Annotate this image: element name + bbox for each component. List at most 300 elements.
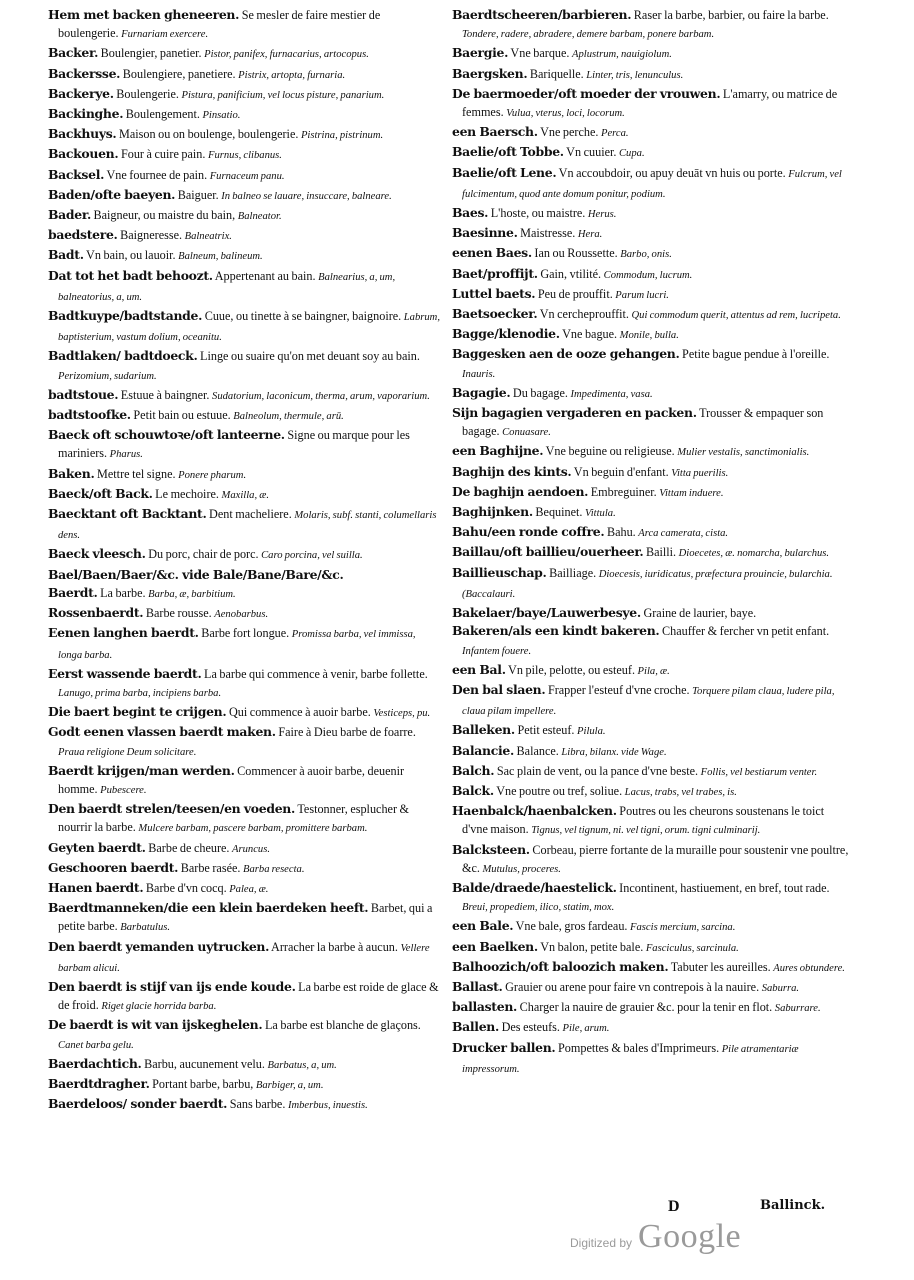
entry-french: Portant barbe, barbu,: [152, 1076, 254, 1091]
entry-headword: Baesinne.: [452, 225, 518, 241]
entry-french: Sans barbe.: [229, 1097, 286, 1112]
entry-headword: Baergie.: [452, 45, 509, 61]
entry-french: Trousser & empaquer son bagage.: [462, 406, 824, 439]
dictionary-entry: [48, 206, 440, 226]
entry-french: Petit bain ou estuue.: [133, 408, 231, 423]
entry-headword: De baermoeder/oft moeder der vrouwen.: [452, 85, 721, 101]
entry-latin: Lanugo, prima barba, incipiens barba.: [58, 687, 222, 699]
entry-headword: Baelie/oft Lene.: [452, 164, 557, 180]
entry-latin: Balneum, balineum.: [178, 251, 263, 263]
dictionary-entry: [452, 204, 852, 224]
entry-headword: Bader.: [48, 207, 91, 223]
dictionary-entry: [48, 545, 440, 565]
entry-headword: Baeck oft schouwtoꝛe/oft lanteerne.: [48, 427, 285, 443]
dictionary-entry: [48, 978, 440, 1016]
dictionary-entry: [452, 503, 852, 523]
entry-headword: Den baerdt strelen/teesen/en voeden.: [48, 801, 295, 817]
dictionary-entry: [48, 485, 440, 505]
entry-latin: Canet barba gelu.: [58, 1039, 134, 1051]
dictionary-entry: [452, 622, 852, 660]
entry-french: L'hoste, ou maistre.: [490, 206, 586, 221]
entry-latin: Pistor, panifex, furnacarius, artocopus.: [204, 49, 369, 61]
entry-french: Maistresse.: [520, 226, 576, 241]
entry-latin: Promissa barba, vel immissa, longa barba.: [58, 629, 416, 661]
entry-headword: Backer.: [48, 45, 99, 61]
entry-french: Four à cuire pain.: [120, 147, 206, 162]
entry-headword: Badtkuype/badtstande.: [48, 308, 203, 324]
entry-headword: ballasten.: [452, 999, 518, 1015]
entry-french: Le mechoire.: [155, 486, 219, 501]
dictionary-entry: [452, 244, 852, 264]
entry-french: Qui commence à auoir barbe.: [228, 705, 371, 720]
dictionary-entry: [452, 325, 852, 345]
dictionary-entry: [48, 6, 440, 44]
entry-headword: Godt eenen vlassen baerdt maken.: [48, 724, 276, 740]
dictionary-entry: [452, 998, 852, 1018]
entry-headword: Baerdachtich.: [48, 1055, 142, 1071]
entry-french: Linge ou suaire qu'on met deuant soy au bain.: [200, 349, 420, 364]
entry-headword: Baken.: [48, 465, 95, 481]
dictionary-entry: [452, 681, 852, 721]
entry-french: Cuue, ou tinette à se baingner, baignoire.: [204, 309, 402, 324]
entry-headword: een Bal.: [452, 661, 506, 677]
entry-french: La barbe est blanche de glaçons.: [264, 1018, 421, 1033]
entry-latin: Hera.: [577, 229, 603, 241]
dictionary-entry: [48, 65, 440, 85]
entry-headword: badtstoofke.: [48, 407, 131, 423]
entry-headword: Bagagie.: [452, 384, 511, 400]
entry-french: Boulengement.: [125, 107, 200, 122]
entry-latin: Mutulus, proceres.: [482, 863, 561, 875]
entry-latin: Parum lucri.: [615, 289, 669, 301]
entry-latin: Barbo, onis.: [620, 249, 672, 261]
entry-french: Estuue à baingner.: [120, 387, 210, 402]
entry-latin: Breui, propediem, ilico, statim, mox.: [462, 902, 615, 914]
entry-french: Charger la nauire de grauier &c. pour la tenir en flot.: [519, 1000, 773, 1015]
entry-latin: Dioecetes, æ. nomarcha, bularchus.: [678, 548, 830, 560]
entry-french: Chauffer & fercher vn petit enfant.: [661, 624, 830, 639]
dictionary-entry: [452, 345, 852, 383]
entry-latin: Barba resecta.: [243, 863, 305, 875]
entry-headword: Bagge/klenodie.: [452, 326, 560, 342]
entry-latin: Pilula.: [577, 726, 606, 738]
entry-french: Appertenant au bain.: [214, 268, 316, 283]
dictionary-entry: [48, 1095, 440, 1115]
entry-french: Bailliage.: [549, 565, 597, 580]
entry-latin: Aruncus.: [232, 843, 270, 855]
dictionary-entry: [48, 879, 440, 899]
entry-headword: Baeck/oft Back.: [48, 485, 153, 501]
dictionary-entry: [452, 265, 852, 285]
entry-french: Du porc, chair de porc.: [148, 547, 259, 562]
entry-latin: In balneo se lauare, insuccare, balneare.: [221, 190, 392, 202]
entry-headword: Rossenbaerdt.: [48, 605, 144, 621]
dictionary-entry: [452, 604, 852, 622]
entry-latin: Balneatrix.: [184, 231, 232, 243]
entry-headword: Baerdt krijgen/man werden.: [48, 762, 235, 778]
entry-headword: Luttel baets.: [452, 285, 536, 301]
entry-french: Incontinent, hastiuement, en bref, tout rade.: [619, 880, 830, 895]
entry-headword: Baes.: [452, 205, 489, 221]
entry-french: Bariquelle.: [529, 66, 584, 81]
dictionary-entry: [452, 879, 852, 917]
entry-headword: Badt.: [48, 247, 84, 263]
dictionary-entry: [48, 762, 440, 800]
entry-headword: Bakelaer/baye/Lauwerbesye.: [452, 605, 641, 621]
dictionary-entry: [452, 463, 852, 483]
entry-headword: een Baelken.: [452, 938, 538, 954]
dictionary-entry: [452, 782, 852, 802]
dictionary-entry: [452, 44, 852, 64]
dictionary-entry: [452, 6, 852, 44]
dictionary-entry: [48, 125, 440, 145]
catchword: Ballinck.: [760, 1198, 826, 1213]
entry-french: Barbe de cheure.: [148, 840, 230, 855]
entry-latin: Tondere, radere, abradere, demere barbam, ponere barbam.: [462, 29, 715, 41]
dictionary-entry: [48, 246, 440, 266]
entry-french: Peu de prouffit.: [537, 286, 613, 301]
entry-french: Dent macheliere.: [209, 507, 292, 522]
entry-latin: Pubescere.: [100, 784, 147, 796]
dictionary-entry: [48, 1016, 440, 1054]
dictionary-entry: [452, 483, 852, 503]
entry-latin: Pile, arum.: [562, 1023, 610, 1035]
entry-french: Graine de laurier, baye.: [643, 606, 757, 621]
entry-french: Ian ou Roussette.: [534, 246, 618, 261]
entry-french: Vn pile, pelotte, ou esteuf.: [508, 662, 635, 677]
entry-french: Tabuter les aureilles.: [670, 959, 771, 974]
entry-latin: Pile atramentariæ impressorum.: [462, 1043, 799, 1075]
dictionary-entry: [48, 465, 440, 485]
entry-headword: Balhoozich/oft baloozich maken.: [452, 958, 669, 974]
entry-latin: Aenobarbus.: [214, 609, 269, 621]
entry-latin: Aures obtundere.: [773, 962, 845, 974]
entry-french: Barbe fort longue.: [201, 626, 290, 641]
dictionary-entry: [48, 347, 440, 385]
dictionary-entry: [452, 164, 852, 204]
dictionary-entry: [48, 703, 440, 723]
entry-headword: Bakeren/als een kindt bakeren.: [452, 623, 660, 639]
watermark-digitized-by: Digitized by: [570, 1236, 633, 1250]
entry-french: Sac plain de vent, ou la pance d'vne beste.: [496, 763, 699, 778]
entry-french: Balance.: [516, 743, 559, 758]
entry-french: Barbe rasée.: [180, 860, 241, 875]
entry-headword: Hem met backen gheneeren.: [48, 7, 240, 22]
entry-latin: Saburrare.: [774, 1003, 821, 1015]
entry-headword: Eenen langhen baerdt.: [48, 625, 199, 641]
entry-french: Se mesler de faire mestier de boulengerie.: [58, 8, 381, 41]
entry-latin: Commodum, lucrum.: [603, 269, 693, 281]
entry-french: Vne perche.: [540, 125, 599, 140]
dictionary-entry: [48, 624, 440, 664]
entry-headword: een Baghijne.: [452, 443, 544, 459]
entry-french: Vn cuuier.: [566, 145, 617, 160]
dictionary-entry: [48, 723, 440, 761]
entry-french: Bailli.: [645, 545, 677, 560]
entry-latin: Vellere barbam alicui.: [58, 942, 430, 974]
entry-french: Maison ou on boulenge, boulengerie.: [118, 127, 299, 142]
dictionary-entry: [48, 267, 440, 307]
entry-headword: De baghijn aendoen.: [452, 483, 589, 499]
dictionary-entry: [452, 564, 852, 604]
entry-latin: Furnaceum panu.: [209, 170, 285, 182]
entry-latin: Vittula.: [585, 508, 616, 520]
dictionary-entry: [48, 44, 440, 64]
dictionary-entry: [452, 404, 852, 442]
dictionary-entry: [452, 917, 852, 937]
entry-french: Des esteufs.: [501, 1020, 560, 1035]
dictionary-entry: [452, 442, 852, 462]
entry-latin: Palea, æ.: [229, 883, 269, 895]
entry-french: Baigneur, ou maistre du bain,: [93, 208, 236, 223]
entry-headword: Ballast.: [452, 978, 503, 994]
entry-french: Boulengerie.: [116, 86, 179, 101]
entry-headword: Backouen.: [48, 146, 119, 162]
entry-french: Faire à Dieu barbe de foarre.: [278, 725, 416, 740]
entry-headword: Backerye.: [48, 85, 114, 101]
entry-french: Poutres ou les cheurons soustenans le toict d'vne maison.: [462, 804, 825, 837]
dictionary-entry: [48, 566, 440, 584]
entry-headword: Balck.: [452, 782, 494, 798]
entry-headword: De baerdt is wit van ijskeghelen.: [48, 1017, 263, 1033]
entry-headword: Haenbalck/haenbalcken.: [452, 803, 617, 819]
dictionary-entry: [452, 978, 852, 998]
entry-latin: Herus.: [587, 209, 617, 221]
entry-french: Vne poutre ou tref, soliue.: [496, 783, 623, 798]
entry-french: Baiguer.: [177, 187, 219, 202]
entry-latin: Saburra.: [761, 982, 800, 994]
dictionary-entry: [452, 938, 852, 958]
dictionary-entry: [452, 65, 852, 85]
entry-french: Barbu, aucunement velu.: [144, 1056, 265, 1071]
dictionary-entry: [48, 386, 440, 406]
entry-headword: Die baert begint te crijgen.: [48, 704, 227, 720]
dictionary-entry: [48, 145, 440, 165]
entry-latin: Vulua, vterus, loci, locorum.: [506, 108, 625, 120]
entry-latin: Pistrix, artopta, furnaria.: [238, 69, 346, 81]
entry-headword: Baerdt.: [48, 584, 98, 600]
entry-headword: Den baerdt is stijf van ijs ende koude.: [48, 978, 296, 994]
entry-headword: Baillau/oft baillieu/ouerheer.: [452, 544, 644, 560]
dictionary-entry: [452, 305, 852, 325]
dictionary-entry: [452, 543, 852, 563]
entry-french: Petit esteuf.: [517, 723, 575, 738]
entry-latin: Tignus, vel tignum, ni. vel tigni, orum. tigni culminarij.: [531, 825, 761, 837]
entry-headword: Baghijnken.: [452, 504, 533, 520]
dictionary-entry: [48, 166, 440, 186]
entry-headword: Baerdtscheeren/barbieren.: [452, 7, 632, 22]
entry-latin: Fascis mercium, sarcina.: [630, 922, 736, 934]
entry-latin: Fulcrum, vel fulcimentum, quod ante domum ponitur, podium.: [462, 168, 842, 200]
entry-french: Vne bague.: [562, 327, 618, 342]
entry-french: Barbe rousse.: [145, 606, 212, 621]
entry-french: Corbeau, pierre fortante de la muraille pour soustenir vne poultre, &c.: [462, 842, 849, 875]
dictionary-entry: [48, 839, 440, 859]
entry-french: L'amarry, ou matrice de femmes.: [462, 86, 838, 120]
entry-headword: Balde/draede/haestelick.: [452, 879, 617, 895]
entry-headword: Den bal slaen.: [452, 681, 546, 697]
entry-french: Vn bain, ou lauoir.: [86, 248, 176, 263]
entry-headword: Bael/Baen/Baer/&c. vide Bale/Bane/Bare/&c.: [48, 566, 344, 582]
dictionary-entry: [48, 406, 440, 426]
entry-latin: Arca camerata, cista.: [638, 528, 729, 540]
entry-headword: Baillieuschap.: [452, 564, 547, 580]
entry-french: La barbe qui commence à venir, barbe follette.: [204, 666, 428, 681]
dictionary-entry: [48, 105, 440, 125]
entry-latin: Furnariam exercere.: [121, 29, 209, 41]
entry-french: Barbe d'vn cocq.: [145, 880, 227, 895]
entry-latin: Caro porcina, vel suilla.: [261, 550, 363, 562]
entry-latin: Vitta puerilis.: [671, 467, 729, 479]
entry-headword: Balancie.: [452, 742, 514, 758]
dictionary-entry: [452, 661, 852, 681]
left-column: [48, 6, 440, 1115]
entry-french: Raser la barbe, barbier, ou faire la barbe.: [633, 8, 829, 22]
entry-latin: Barbiger, a, um.: [255, 1079, 324, 1091]
entry-french: Pompettes & bales d'Imprimeurs.: [558, 1040, 720, 1055]
entry-french: Du bagage.: [512, 385, 568, 400]
entry-french: Signe ou marque pour les mariniers.: [58, 428, 410, 461]
entry-latin: Balneator.: [237, 211, 282, 223]
entry-french: Bahu.: [606, 525, 636, 540]
dictionary-entry: [452, 384, 852, 404]
entry-latin: Torquere pilam claua, ludere pila, claua pilam impellere.: [462, 685, 835, 718]
entry-latin: Vesticeps, pu.: [373, 708, 431, 720]
entry-latin: Monile, bulla.: [619, 330, 679, 342]
entry-latin: Pistura, panificium, vel locus pisture, panarium.: [181, 89, 385, 101]
entry-latin: Barbatulus.: [120, 922, 171, 934]
dictionary-entry: [452, 841, 852, 879]
entry-french: Vne barque.: [510, 46, 570, 61]
entry-latin: Praua religione Deum solicitare.: [58, 746, 197, 758]
entry-french: Vn cercheprouffit.: [539, 307, 629, 322]
signature-mark: D: [668, 1198, 680, 1215]
dictionary-entry: [452, 143, 852, 163]
entry-french: Mettre tel signe.: [97, 466, 176, 481]
entry-latin: Barba, æ, barbitium.: [148, 588, 236, 600]
entry-french: Bequinet.: [535, 505, 583, 520]
entry-french: Petite bague pendue à l'oreille.: [682, 347, 830, 362]
entry-latin: Dioecesis, iuridicatus, præfectura prouincie, bularchia. (Baccalauri.: [462, 568, 833, 600]
entry-french: Vne bale, gros fardeau.: [515, 919, 628, 934]
dictionary-entry: [48, 505, 440, 545]
dictionary-entry: [452, 742, 852, 762]
right-column: [452, 6, 852, 1079]
dictionary-entry: [48, 307, 440, 347]
entry-headword: eenen Baes.: [452, 245, 532, 261]
entry-french: La barbe.: [100, 585, 146, 600]
entry-headword: Baerdtmanneken/die een klein baerdeken heeft.: [48, 900, 369, 916]
entry-headword: badtstoue.: [48, 386, 119, 402]
entry-french: Boulengier, panetier.: [100, 46, 202, 61]
dictionary-entry: [452, 1018, 852, 1038]
dictionary-entry: [452, 721, 852, 741]
entry-french: Grauier ou arene pour faire vn contrepois à la nauire.: [505, 979, 760, 994]
entry-latin: Vittam induere.: [659, 487, 724, 499]
entry-french: Vne beguine ou religieuse.: [545, 444, 675, 459]
entry-headword: Baerdtdragher.: [48, 1075, 150, 1091]
entry-latin: Fasciculus, sarcinula.: [645, 942, 739, 954]
entry-latin: Labrum, baptisterium, vastum dolium, oceanitu.: [58, 312, 440, 344]
dictionary-entry: [452, 958, 852, 978]
entry-french: Vn balon, petite bale.: [540, 939, 644, 954]
entry-headword: Baet/proffijt.: [452, 265, 538, 281]
dictionary-entry: [48, 800, 440, 838]
dictionary-entry: [452, 762, 852, 782]
entry-latin: Balneolum, thermule, arū.: [233, 411, 344, 423]
entry-headword: Backinghe.: [48, 106, 124, 122]
entry-french: Vn accoubdoir, ou apuy deuāt vn huis ou porte.: [558, 165, 786, 180]
dictionary-entry: [48, 85, 440, 105]
entry-latin: Maxilla, æ.: [221, 489, 269, 501]
dictionary-entry: [48, 938, 440, 978]
entry-headword: Baden/ofte baeyen.: [48, 186, 176, 202]
entry-headword: Baergsken.: [452, 65, 528, 81]
entry-latin: Furnus, clibanus.: [207, 150, 282, 162]
dictionary-entry: [452, 523, 852, 543]
entry-french: Testonner, esplucher & nourrir la barbe.: [58, 802, 410, 835]
dictionary-entry: [48, 584, 440, 604]
entry-headword: Backsel.: [48, 166, 105, 182]
entry-french: Embreguiner.: [590, 484, 657, 499]
entry-latin: Perizomium, sudarium.: [58, 370, 157, 382]
dictionary-entry: [48, 226, 440, 246]
entry-french: Arracher la barbe à aucun.: [271, 939, 398, 954]
entry-latin: Pistrina, pistrinum.: [300, 130, 384, 142]
entry-latin: Pharus.: [109, 449, 143, 461]
entry-latin: Molaris, subf. stanti, columellaris dens.: [58, 510, 437, 542]
entry-french: La barbe est roide de glace & de froid.: [58, 979, 439, 1013]
entry-headword: een Baersch.: [452, 124, 538, 140]
dictionary-entry: [48, 859, 440, 879]
entry-latin: Libra, bilanx. vide Wage.: [561, 746, 667, 758]
entry-headword: baedstere.: [48, 227, 118, 243]
entry-headword: Balleken.: [452, 722, 515, 738]
dictionary-entry: [48, 426, 440, 464]
entry-latin: Impedimenta, vasa.: [570, 388, 653, 400]
dictionary-entry: [452, 224, 852, 244]
entry-french: Commencer à auoir barbe, deuenir homme.: [58, 763, 405, 796]
google-watermark: [570, 1218, 741, 1256]
entry-headword: Balch.: [452, 762, 495, 778]
entry-headword: Baggesken aen de ooze gehangen.: [452, 346, 680, 362]
entry-latin: Mulier vestalis, sanctimonialis.: [677, 447, 810, 459]
entry-headword: Drucker ballen.: [452, 1039, 556, 1055]
entry-latin: Pinsatio.: [202, 110, 241, 122]
entry-latin: Lacus, trabs, vel trabes, is.: [624, 786, 737, 798]
entry-latin: Pila, æ.: [637, 665, 670, 677]
entry-headword: Hanen baerdt.: [48, 879, 144, 895]
entry-headword: Sijn bagagien vergaderen en packen.: [452, 405, 697, 421]
entry-french: Boulengiere, panetiere.: [122, 66, 236, 81]
entry-latin: Aplustrum, nauigiolum.: [572, 49, 672, 61]
entry-headword: Eerst wassende baerdt.: [48, 665, 202, 681]
entry-french: Baigneresse.: [120, 228, 183, 243]
entry-latin: Perca.: [601, 128, 629, 140]
dictionary-entry: [48, 665, 440, 703]
entry-french: Vn beguin d'enfant.: [573, 464, 669, 479]
entry-headword: Backersse.: [48, 65, 121, 81]
entry-latin: Inauris.: [462, 368, 496, 380]
entry-headword: Baecktant oft Backtant.: [48, 506, 207, 522]
entry-headword: Geyten baerdt.: [48, 839, 146, 855]
dictionary-entry: [48, 1055, 440, 1075]
dictionary-entry: [452, 802, 852, 840]
entry-headword: Dat tot het badt behoozt.: [48, 267, 213, 283]
entry-french: Barbet, qui a petite barbe.: [58, 901, 433, 934]
watermark-google: Google: [638, 1218, 742, 1255]
entry-headword: Baetsoecker.: [452, 306, 538, 322]
